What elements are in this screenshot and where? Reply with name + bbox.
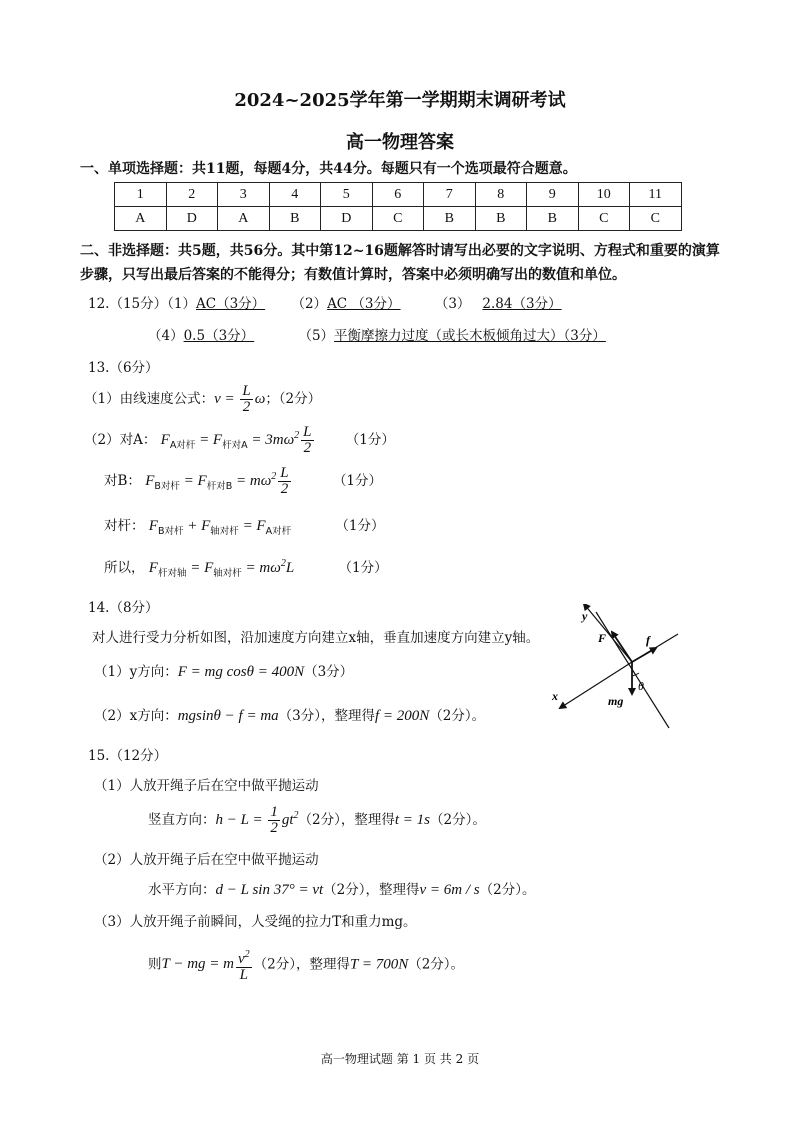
q13-velocity-formula: v = $\frac{L}{2}$ ω: [214, 383, 266, 415]
answer-table-answers-row: [115, 207, 682, 231]
q14-score-y: （3分）: [304, 664, 354, 680]
answer-cell: A: [115, 207, 167, 231]
subscript: 轴对杆: [210, 526, 239, 537]
subscript: B对杆: [157, 526, 184, 537]
q12-answer4: 0.5（3分）: [183, 328, 255, 344]
fraction: [268, 805, 280, 836]
fraction-denominator: L: [239, 967, 248, 983]
q15-line2-end: （2分）。: [429, 811, 486, 828]
q15-line6-score: （2分），整理得: [253, 956, 350, 973]
q12-answer5: 平衡摩擦力过度（或长木板倾角过大）（3分）: [334, 328, 606, 344]
q15-line6: [148, 947, 464, 983]
q15-line5: （3）人放开绳子前瞬间，人受绳的拉力T和重力mg。: [94, 914, 417, 930]
q14-formula-y: F = mg cosθ = 400N: [177, 664, 305, 680]
q14-line1: [94, 660, 353, 681]
q12-line1: [88, 292, 562, 312]
fraction-numerator: 1: [270, 804, 278, 820]
fraction: [236, 947, 252, 983]
q13-label: 13.（6分）: [88, 360, 159, 376]
q13-line4-prefix: 对杆：: [104, 518, 145, 534]
angle-label: θ: [638, 679, 644, 693]
section2-heading-line1: 二、非选择题：共5题，共56分。其中第12~16题解答时请写出必要的文字说明、方程式和重要的演算: [80, 243, 720, 259]
q12-line2: [148, 324, 606, 344]
q13-line2-prefix: （2）对A：: [84, 431, 157, 448]
q15-line3: （2）人放开绳子后在空中做平抛运动: [94, 852, 319, 868]
q15-line2-prefix: 竖直方向：: [148, 811, 216, 828]
q13-formula-b: $F_{B对杆} = F_{杆对B} = m\omega^2$ $\frac{L}{2}$: [145, 465, 289, 497]
subscript: 杆对B: [206, 480, 233, 492]
q12-part3-label: （3）: [434, 296, 471, 312]
q15-line2-score: （2分），整理得: [298, 811, 395, 828]
q13-line1: [84, 384, 321, 415]
answer-cell: D: [321, 207, 373, 231]
gravity-label: mg: [608, 694, 624, 708]
q15-result-tension: T = 700N: [350, 956, 409, 973]
fraction-numerator: $v^2$: [237, 949, 250, 967]
q13-line3-prefix: 对B：: [104, 472, 141, 489]
q15-line2: [148, 805, 486, 836]
fraction: [278, 466, 290, 497]
q15-line1: （1）人放开绳子后在空中做平抛运动: [94, 778, 319, 794]
page-footer: 高一物理试题 第 1 页 共 2 页: [320, 1052, 480, 1066]
q14-label: 14.（8分）: [88, 600, 159, 616]
question-number: 6: [372, 183, 424, 207]
q13-score-a: （1分）: [345, 431, 395, 448]
question-number: 5: [321, 183, 373, 207]
fraction-denominator: 2: [270, 820, 278, 836]
section2-heading-line2: 步骤，只写出最后答案的不能得分；有数值计算时，答案中必须明确写出的数值和单位。: [80, 267, 626, 283]
q14-line2: [94, 704, 485, 725]
q13-line5: [104, 556, 388, 579]
subscript: 轴对杆: [213, 568, 242, 579]
question-number: 11: [630, 183, 682, 207]
q12-answer3: 2.84（3分）: [482, 296, 562, 312]
answer-table: [114, 182, 682, 231]
answer-cell: B: [269, 207, 321, 231]
q13-line1-prefix: （1）由线速度公式：: [84, 390, 215, 407]
fraction-denominator: 2: [280, 481, 289, 497]
question-number: 3: [218, 183, 270, 207]
fraction-denominator: 2: [303, 440, 312, 456]
q15-line6-end: （2分）。: [408, 956, 465, 973]
q15-label: 15.（12分）: [88, 748, 168, 764]
fraction: [301, 425, 313, 456]
q12-part2-label: （2）: [291, 296, 328, 312]
q13-score-rod: （1分）: [335, 518, 385, 534]
answer-cell: A: [218, 207, 270, 231]
q12-part1-label: （1）: [167, 296, 196, 312]
fraction-numerator: L: [280, 465, 289, 481]
question-number: 7: [424, 183, 476, 207]
fraction-numerator: L: [303, 424, 312, 440]
answer-cell: C: [372, 207, 424, 231]
question-number: 8: [475, 183, 527, 207]
q15-formula-horizontal: d − L sin 37° = vt: [215, 882, 324, 898]
x-axis-label: x: [552, 689, 558, 703]
q14-result-f: f = 200N: [375, 708, 430, 724]
page-subtitle: 高一物理答案: [346, 132, 454, 153]
subscript: A对杆: [265, 526, 292, 537]
q14-intro: 对人进行受力分析如图，沿加速度方向建立x轴，垂直加速度方向建立y轴。: [92, 630, 540, 646]
q15-result-t: t = 1s: [394, 811, 430, 828]
subscript: A对杆: [169, 439, 196, 451]
y-axis-label: y: [582, 609, 588, 623]
q12-label: 12.（15分）: [88, 296, 168, 312]
subscript: 杆对A: [222, 439, 248, 451]
q13-line3: [104, 466, 382, 497]
fraction-numerator: L: [242, 383, 251, 399]
y-axis-arrow: [584, 604, 632, 662]
answer-cell: B: [424, 207, 476, 231]
normal-force-arrow: [612, 632, 632, 662]
q12-answer1: AC（3分）: [196, 296, 266, 312]
answer-cell: C: [578, 207, 630, 231]
q15-line4-score: （2分），整理得: [323, 882, 420, 898]
q13-formula-rod: $F_{B对杆} + F_{轴对杆} = F_{A对杆}$: [148, 518, 292, 537]
question-number: 4: [269, 183, 321, 207]
question-number: 9: [527, 183, 579, 207]
answer-cell: C: [630, 207, 682, 231]
q13-score-b: （1分）: [332, 472, 383, 489]
q13-line2: [84, 425, 395, 456]
answer-cell: B: [527, 207, 579, 231]
q15-line6-prefix: 则: [148, 956, 162, 973]
section1-heading: 一、单项选择题：共11题，每题4分，共44分。每题只有一个选项最符合题意。: [80, 161, 577, 177]
answer-cell: B: [475, 207, 527, 231]
q12-answer2: AC （3分）: [327, 296, 401, 312]
q12-part5-label: （5）: [298, 328, 335, 344]
q14-score-x: （2分）。: [429, 708, 486, 724]
q13-formula-a: $F_{A对杆} = F_{杆对A} = 3m\omega^2$ $\frac{L}{2}$: [160, 424, 312, 456]
q14-formula-x: mgsinθ − f = ma: [177, 708, 279, 724]
q13-line1-suffix: ；（2分）: [265, 390, 322, 407]
page-title: 2024~2025学年第一学期期末调研考试: [234, 90, 566, 111]
q15-formula-vertical: h − L = $\frac{1}{2}$ $gt^2$: [215, 804, 299, 836]
q12-part4-label: （4）: [148, 328, 184, 344]
question-number: 1: [115, 183, 167, 207]
q13-formula-result: $F_{杆对轴} = F_{轴对杆} = m\omega^2L$: [148, 558, 295, 579]
q15-line4-prefix: 水平方向：: [148, 882, 216, 898]
answer-cell: D: [166, 207, 218, 231]
q13-score-result: （1分）: [338, 560, 388, 576]
fraction: [240, 384, 252, 415]
friction-force-label: f: [646, 633, 650, 647]
q13-line4: [104, 514, 385, 537]
q14-line2-prefix: （2）x方向：: [94, 708, 178, 724]
fraction-denominator: 2: [242, 399, 251, 415]
friction-force-arrow: [632, 648, 656, 662]
force-diagram: [548, 604, 688, 734]
normal-force-label: F: [598, 631, 607, 645]
q15-formula-tension: T − mg = m $\frac{v^2}{L}$: [161, 949, 250, 983]
q14-line2-mid: （3分），整理得: [278, 708, 375, 724]
q13-line5-prefix: 所以，: [104, 560, 145, 576]
answer-table-numbers-row: [115, 183, 682, 207]
q15-line4-end: （2分）。: [479, 882, 536, 898]
q15-result-v: v = 6m / s: [419, 882, 480, 898]
question-number: 10: [578, 183, 630, 207]
subscript: 杆对轴: [157, 568, 187, 579]
q15-line4: [148, 878, 535, 899]
subscript: B对杆: [154, 480, 180, 492]
question-number: 2: [166, 183, 218, 207]
q14-line1-prefix: （1）y方向：: [94, 664, 178, 680]
